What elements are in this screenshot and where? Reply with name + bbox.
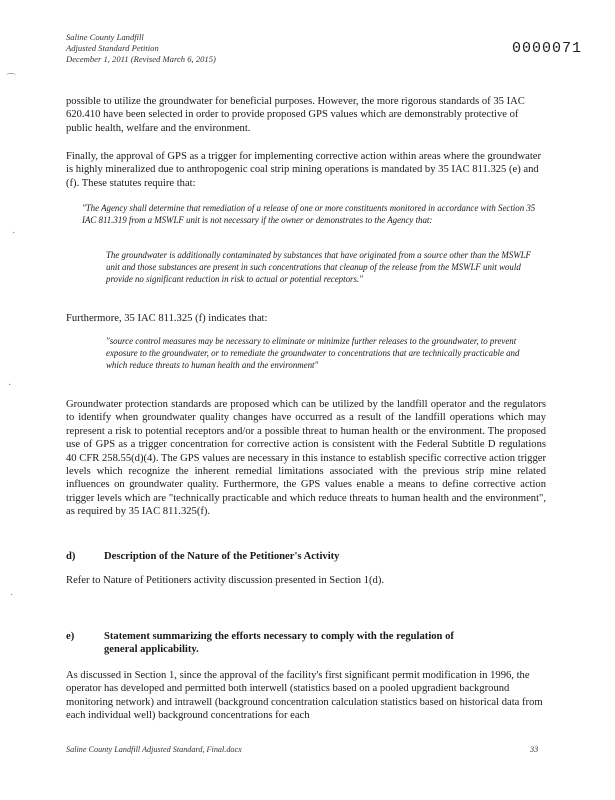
margin-mark: · [8, 380, 12, 391]
section-d-title: Description of the Nature of the Petitioner's Activity [104, 551, 340, 562]
section-e-title-line-1: Statement summarizing the efforts necessary to comply with the regulation of [104, 631, 454, 642]
footer-filename: Saline County Landfill Adjusted Standard, Final.docx [66, 745, 242, 754]
header-line-3: December 1, 2011 (Revised March 6, 2015) [66, 54, 216, 64]
quote-agency-determination: "The Agency shall determine that remediation of a release of one or more constituents monitored in accordance with Section 35 IAC 811.319 from a MSWLF unit is not necessary if the owner or demonstrates to the Agency that: [82, 203, 536, 225]
paragraph-as-discussed: As discussed in Section 1, since the approval of the facility's first significant permit modification in 1996, the operator has developed and permitted both interwell (statistics based on a pooled upgradient background monitoring network) and intrawell (background concentration calculation statistics based on historical data from each individual well) background concentrations for each [66, 670, 543, 722]
section-e-number: e) [66, 631, 75, 642]
document-header [66, 32, 216, 65]
section-heading-d [66, 550, 546, 563]
paragraph-beneficial-purposes: possible to utilize the groundwater for beneficial purposes. However, the more rigorous standards of 35 IAC 620.410 have been selected in order to provide proposed GPS values which are demonstrably protective of public health, welfare and the environment. [66, 96, 525, 134]
paragraph-groundwater-protection: Groundwater protection standards are proposed which can be utilized by the landfill operator and the regulators to identify when groundwater quality changes have occurred as a result of the landfill operations which may represent a risk to potential receptors and/or a possible threat to human health or the environment. The proposed use of GPS as a trigger concentration for corrective action is consistent with the Federal Subtitle D regulations 40 CFR 258.55(d)(4). The GPS values are necessary in this instance to establish specific corrective action trigger levels which recognize the inherent remedial limitations associated with the previous strip mine related influences on groundwater quality. Furthermore, the GPS values enable a means to define corrective action trigger levels which are "technically practicable and which reduce threats to human health and the environment", as required by 35 IAC 811.325(f). [66, 399, 546, 518]
header-line-2: Adjusted Standard Petition [66, 43, 159, 53]
quote-groundwater-contaminated: The groundwater is additionally contaminated by substances that have originated from a source other than the MSWLF unit and those substances are present in such concentrations that cleanup of the release from the MSWLF unit would provide no significant reduction in risk to actual or potential receptors." [106, 250, 531, 284]
margin-mark: ⌒ [6, 74, 16, 85]
page-number: 33 [530, 745, 539, 754]
margin-mark: · [12, 228, 16, 239]
bates-number: 0000071 [512, 40, 583, 57]
quote-source-control: "source control measures may be necessary to eliminate or minimize further releases to the groundwater, to prevent exposure to the groundwater, or to remediate the groundwater to concentrations that are technically practicable and which reduce threats to human health and the environment" [106, 336, 520, 370]
paragraph-refer-nature: Refer to Nature of Petitioners activity discussion presented in Section 1(d). [66, 575, 385, 586]
section-heading-e [66, 630, 546, 657]
header-line-1: Saline County Landfill [66, 32, 144, 42]
paragraph-furthermore: Furthermore, 35 IAC 811.325 (f) indicates that: [66, 313, 268, 324]
margin-mark: · [10, 590, 14, 601]
paragraph-gps-trigger: Finally, the approval of GPS as a trigger for implementing corrective action within areas where the groundwater is highly mineralized due to anthropogenic coal strip mining operations is mandated by 35 IAC 811.325 (e) and (f). These statutes require that: [66, 151, 541, 189]
section-e-title-line-2: general applicability. [104, 644, 199, 656]
section-d-number: d) [66, 551, 76, 562]
